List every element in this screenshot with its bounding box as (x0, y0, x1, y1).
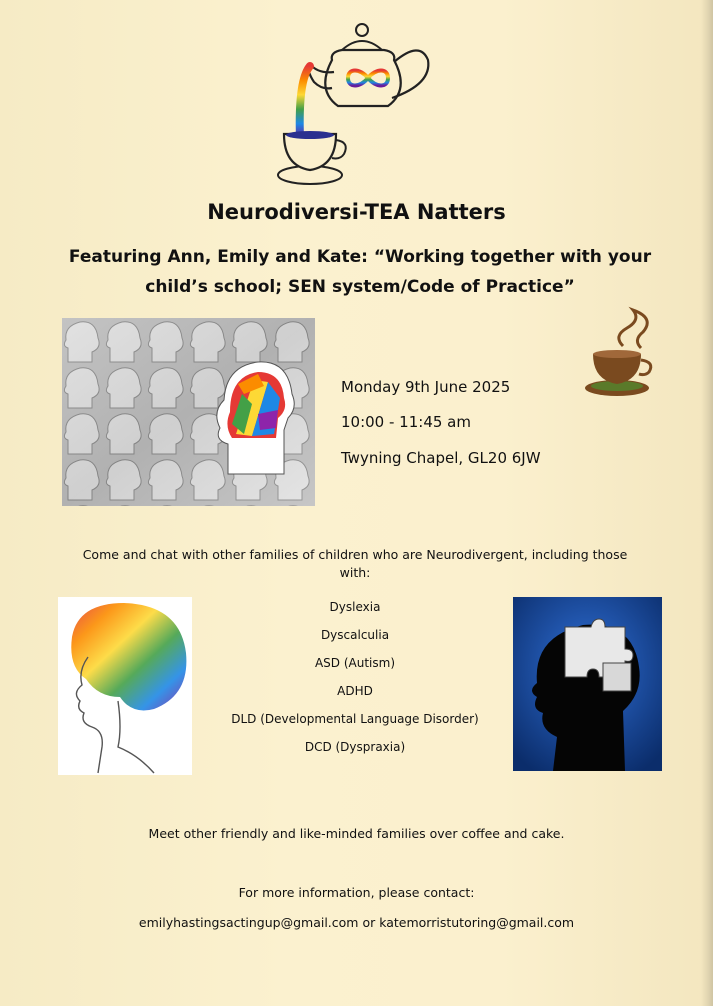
crowd-heads-image (62, 318, 315, 506)
event-time: 10:00 - 11:45 am (341, 413, 471, 431)
page-edge-shadow (701, 0, 713, 1006)
event-subtitle: Featuring Ann, Emily and Kate: “Working together with your child’s school; SEN system/Code of Practice” (68, 247, 652, 297)
puzzle-head-image (513, 597, 662, 771)
rainbow-profile-image (58, 597, 192, 775)
teapot-icon (270, 20, 440, 190)
event-date: Monday 9th June 2025 (341, 378, 511, 396)
condition-item: Dyslexia (329, 600, 381, 614)
contact-emails[interactable]: emilyhastingsactingup@gmail.com or katemorristutoring@gmail.com (138, 915, 575, 930)
condition-item: DLD (Developmental Language Disorder) (231, 712, 479, 726)
condition-item: ADHD (337, 684, 373, 698)
condition-item: ASD (Autism) (314, 656, 396, 670)
page-title: Neurodiversi-TEA Natters (207, 200, 506, 224)
condition-item: DCD (Dyspraxia) (304, 740, 406, 754)
coffee-cup-icon (583, 306, 665, 400)
condition-item: Dyscalculia (320, 628, 390, 642)
teacup-icon (278, 131, 346, 184)
intro-text: Come and chat with other families of children who are Neurodivergent, including those with: (82, 547, 628, 580)
event-location: Twyning Chapel, GL20 6JW (341, 449, 541, 467)
contact-prompt: For more information, please contact: (238, 885, 475, 900)
closing-text: Meet other friendly and like-minded families over coffee and cake. (148, 826, 565, 841)
